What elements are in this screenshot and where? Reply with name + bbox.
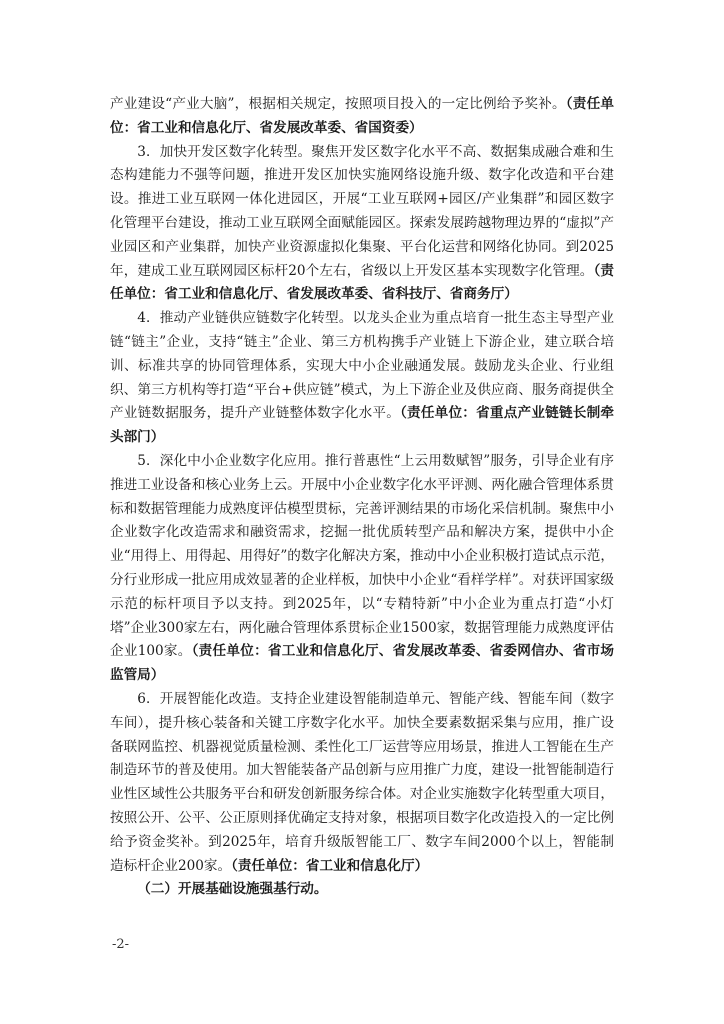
paragraph-5	[110, 688, 614, 878]
paragraph-1	[110, 93, 614, 141]
paragraph-5-responsibility: （责任单位：省工业和信息化厅）	[231, 857, 429, 874]
paragraph-5-text: 6．开展智能化改造。支持企业建设智能制造单元、智能产线、智能车间（数字车间），提升核心装备和关键工序数字化水平。加快全要素数据采集与应用，推广设备联网监控、机器视觉质量检测、柔性化工厂运营等应用场景，推进人工智能在生产制造环节的普及使用。加大智能装备产品创新与应用推广力度，建设一批智能制造行业性区域性公共服务平台和研发创新服务综合体。对企业实施数字化转型重大项目，按照公开、公平、公正原则择优确定支持对象，根据项目数字化改造投入的一定比例给予资金奖补。到2025年，培育升级版智能工厂、数字车间2000个以上，智能制造标杆企业200家。	[110, 690, 614, 874]
paragraph-2-responsibility: （责任单位：省工业和信息化厅、省发展改革委、省科技厅、省商务厅）	[110, 262, 615, 303]
section-heading: （二）开展基础设施强基行动。	[137, 881, 328, 898]
paragraph-2-text: 3．加快开发区数字化转型。聚焦开发区数字化水平不高、数据集成融合难和生态构建能力不强等问题，推进开发区加快实施网络设施升级、数字化改造和平台建设。推进工业互联网一体化进园区，开展“工业互联网+园区/产业集群”和园区数字化管理平台建设，推动工业互联网全面赋能园区。探索发展跨越物理边界的“虚拟”产业园区和产业集群，加快产业资源虚拟化集聚、平台化运营和网络化协同。到2025年，建成工业互联网园区标杆20个左右，省级以上开发区基本实现数字化管理。	[110, 143, 614, 279]
page-number: -2-	[112, 937, 130, 952]
paragraph-1-responsibility: （责任单位：省工业和信息化厅、省发展改革委、省国资委）	[110, 96, 614, 136]
document-body	[110, 93, 614, 902]
paragraph-4	[110, 450, 614, 688]
paragraph-1-text: 产业建设“产业大脑”，根据相关规定，按照项目投入的一定比例给予奖补。	[110, 96, 566, 112]
paragraph-3-responsibility: （责任单位：省重点产业链链长制牵头部门）	[110, 405, 615, 446]
paragraph-4-text: 5．深化中小企业数字化应用。推行普惠性“上云用数赋智”服务，引导企业有序推进工业设备和核心业务上云。开展中小企业数字化水平评测、两化融合管理体系贯标和数据管理能力成熟度评估模型贯标，完善评测结果的市场化采信机制。聚焦中小企业数字化改造需求和融资需求，挖掘一批优质转型产品和解决方案，提供中小企业“用得上、用得起、用得好”的数字化解决方案，推动中小企业积极打造试点示范，分行业形成一批应用成效显著的企业样板，加快中小企业“看样学样”。对获评国家级示范的标杆项目予以支持。到2025年，以“专精特新”中小企业为重点打造“小灯塔”企业300家左右，两化融合管理体系贯标企业1500家，数据管理能力成熟度评估企业100家。	[110, 452, 614, 660]
paragraph-3	[110, 307, 614, 450]
paragraph-2	[110, 141, 614, 308]
paragraph-3-text: 4．推动产业链供应链数字化转型。以龙头企业为重点培育一批生态主导型产业链“链主”企业，支持“链主”企业、第三方机构携手产业链上下游企业，建立联合培训、标准共享的协同管理体系，实现大中小企业融通发展。鼓励龙头企业、行业组织、第三方机构等打造“平台+供应链”模式，为上下游企业及供应商、服务商提供全产业链数据服务，提升产业链整体数字化水平。	[110, 310, 614, 422]
paragraph-4-responsibility: （责任单位：省工业和信息化厅、省发展改革委、省委网信办、省市场监管局）	[110, 643, 614, 684]
